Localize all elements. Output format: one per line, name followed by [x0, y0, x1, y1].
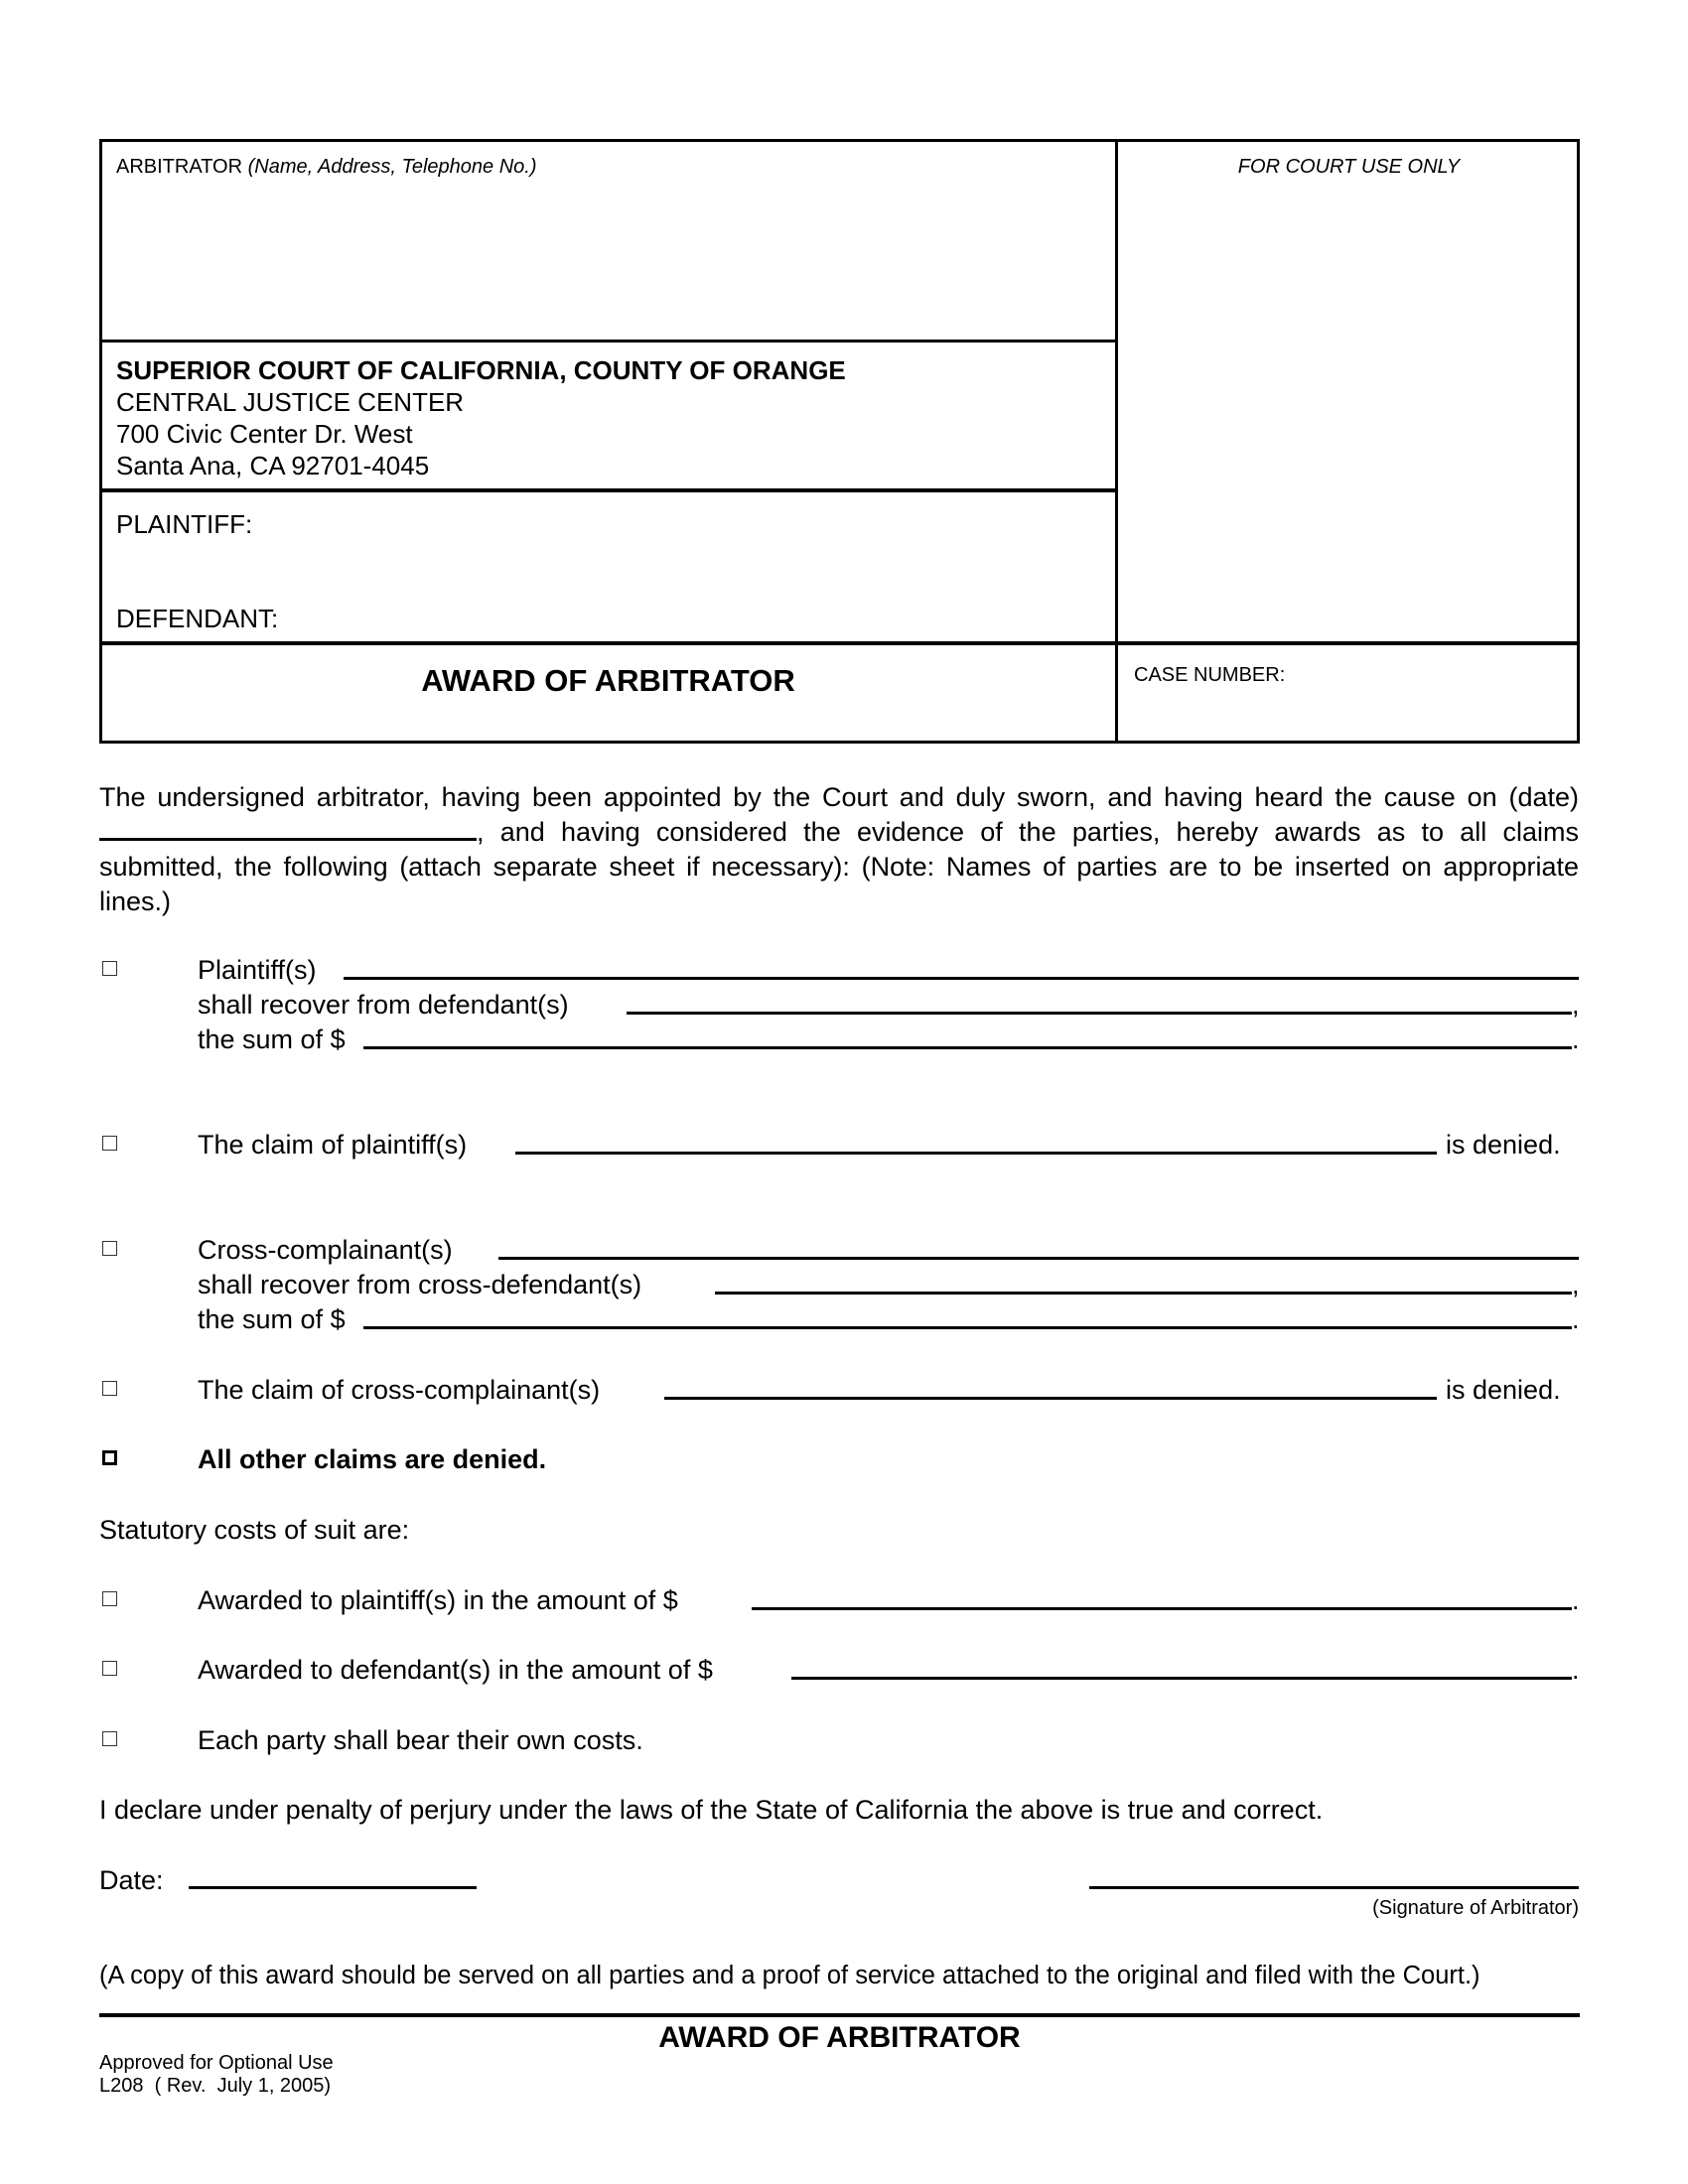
cross-recovery-line1: Cross-complainant(s): [198, 1235, 453, 1265]
cross-recovery-checkbox[interactable]: [102, 1241, 117, 1256]
service-note: (A copy of this award should be served on all parties and a proof of service attached to the original and filed with the Court.): [99, 1962, 1480, 1989]
footer-title: AWARD OF ARBITRATOR: [658, 2021, 1021, 2054]
cross-line3-period: .: [1572, 1304, 1580, 1334]
intro-after-date: , and having considered the evidence of the parties, hereby awards as to all claims submitted, the following (attach separate sheet if necessary): (Note: Names of parties are to be inserted on appropriate lines.): [99, 817, 1579, 916]
defendant-names-input[interactable]: [627, 1012, 1572, 1015]
costs-plaintiff-period: .: [1572, 1585, 1580, 1615]
cross-denied-input[interactable]: [664, 1397, 1437, 1400]
cross-recovery-line3: the sum of $: [198, 1304, 346, 1334]
all-other-denied-label: All other claims are denied.: [198, 1444, 547, 1474]
arbitrator-hint: (Name, Address, Telephone No.): [247, 156, 537, 178]
intro-paragraph: [99, 780, 1579, 919]
plaintiff-recovery-line1: Plaintiff(s): [198, 955, 317, 985]
costs-defendant-label: Awarded to defendant(s) in the amount of $: [198, 1655, 713, 1685]
court-city: Santa Ana, CA 92701-4045: [116, 451, 430, 480]
form-title: AWARD OF ARBITRATOR: [421, 663, 795, 698]
cross-denied-checkbox[interactable]: [102, 1381, 117, 1396]
costs-defendant-checkbox[interactable]: [102, 1661, 117, 1676]
arbitrator-input[interactable]: [116, 189, 1099, 328]
arbitrator-field-label: [116, 155, 537, 179]
arbitrator-signature-input[interactable]: [1089, 1886, 1579, 1889]
date-label: Date:: [99, 1865, 164, 1895]
cross-recovery-line2: shall recover from cross-defendant(s): [198, 1270, 642, 1299]
line3-period: .: [1572, 1024, 1580, 1054]
case-number-input[interactable]: [1134, 695, 1561, 731]
costs-own-label: Each party shall bear their own costs.: [198, 1725, 643, 1755]
case-number-label: CASE NUMBER:: [1134, 664, 1286, 686]
line2-comma: ,: [1572, 990, 1580, 1020]
costs-defendant-amount-input[interactable]: [791, 1677, 1572, 1680]
costs-defendant-period: .: [1572, 1655, 1580, 1685]
court-street: 700 Civic Center Dr. West: [116, 419, 413, 449]
footer-form-id: L208 ( Rev. July 1, 2005): [99, 2075, 332, 2097]
plaintiff-label: PLAINTIFF:: [116, 509, 253, 539]
plaintiff-denied-checkbox[interactable]: [102, 1136, 117, 1151]
signature-caption: (Signature of Arbitrator): [1372, 1897, 1579, 1919]
cross-complainant-names-input[interactable]: [498, 1257, 1579, 1260]
caption-column-divider: [1115, 139, 1118, 744]
court-center: CENTRAL JUSTICE CENTER: [116, 387, 465, 417]
court-use-label: FOR COURT USE ONLY: [1237, 156, 1461, 178]
cross-sum-input[interactable]: [363, 1326, 1572, 1329]
plaintiff-sum-input[interactable]: [363, 1046, 1572, 1049]
arbitrator-section-divider: [99, 340, 1117, 342]
footer-approval: Approved for Optional Use: [99, 2052, 334, 2074]
plaintiff-recovery-line3: the sum of $: [198, 1024, 346, 1054]
plaintiff-recovery-line2: shall recover from defendant(s): [198, 990, 569, 1020]
signature-date-input[interactable]: [189, 1886, 477, 1889]
costs-heading: Statutory costs of suit are:: [99, 1515, 410, 1545]
title-row-divider: [99, 641, 1580, 645]
plaintiff-recovery-checkbox[interactable]: [102, 961, 117, 976]
defendant-input[interactable]: [288, 603, 1092, 634]
all-other-denied-checkbox[interactable]: [102, 1450, 117, 1465]
court-section-divider: [99, 488, 1117, 492]
defendant-label: DEFENDANT:: [116, 604, 279, 633]
costs-plaintiff-label: Awarded to plaintiff(s) in the amount of $: [198, 1585, 678, 1615]
declaration-text: I declare under penalty of perjury under the laws of the State of California the above is true and correct.: [99, 1795, 1324, 1825]
cross-line2-comma: ,: [1572, 1270, 1580, 1299]
costs-plaintiff-amount-input[interactable]: [752, 1607, 1572, 1610]
cross-denied-suffix: is denied.: [1446, 1375, 1561, 1405]
plaintiff-denied-input[interactable]: [515, 1152, 1437, 1155]
court-name: SUPERIOR COURT OF CALIFORNIA, COUNTY OF ORANGE: [116, 355, 846, 385]
cross-defendant-names-input[interactable]: [715, 1292, 1572, 1295]
cross-denied-label: The claim of cross-complainant(s): [198, 1375, 601, 1405]
costs-plaintiff-checkbox[interactable]: [102, 1591, 117, 1606]
plaintiff-input[interactable]: [258, 508, 1092, 540]
costs-own-checkbox[interactable]: [102, 1731, 117, 1746]
arbitrator-label: ARBITRATOR: [116, 156, 243, 178]
intro-before-date: The undersigned arbitrator, having been appointed by the Court and duly sworn, and having heard the cause on (date): [99, 782, 1579, 812]
hearing-date-input[interactable]: [99, 816, 477, 841]
plaintiff-denied-suffix: is denied.: [1446, 1130, 1561, 1160]
footer-rule: [99, 2013, 1580, 2017]
plaintiff-names-input[interactable]: [344, 977, 1579, 980]
plaintiff-denied-label: The claim of plaintiff(s): [198, 1130, 468, 1160]
